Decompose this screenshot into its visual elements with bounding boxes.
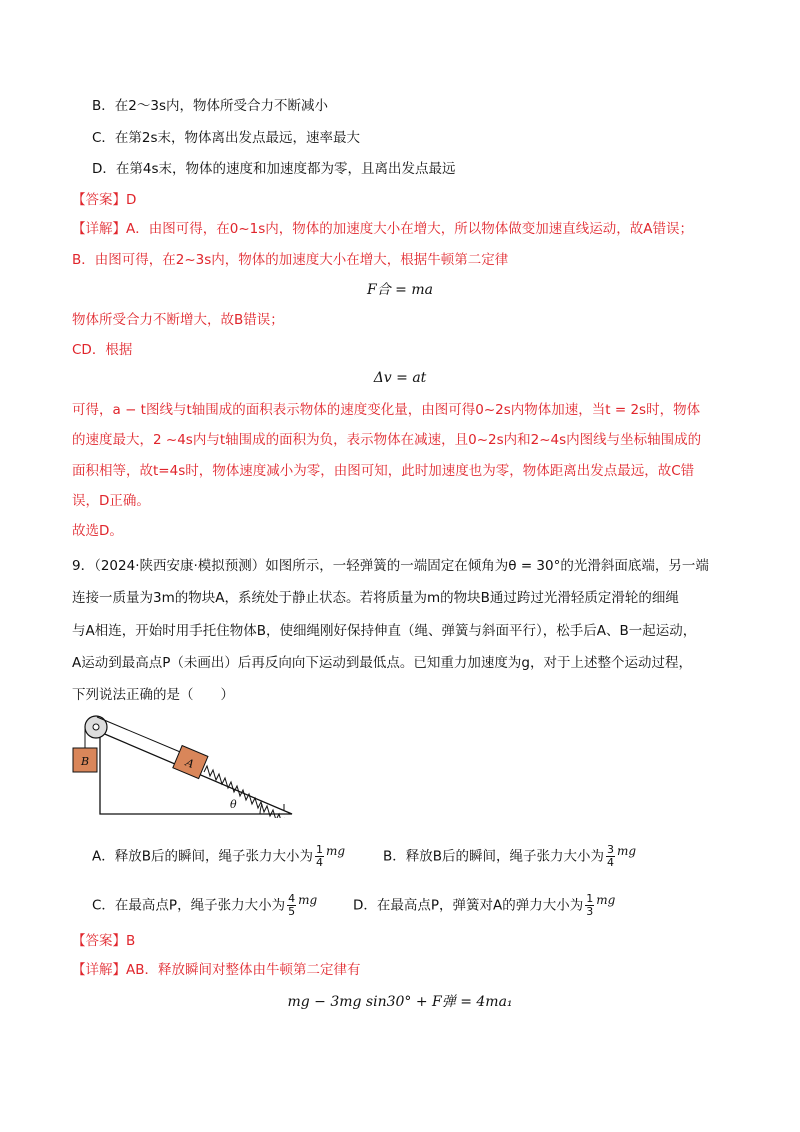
detail-line-2: B．由图可得，在2~3s内，物体的加速度大小在增大，根据牛顿第二定律 xyxy=(72,252,509,268)
angle-arc xyxy=(260,804,262,814)
equation-newton: F合 = ma xyxy=(367,282,433,298)
detail-line-4: CD．根据 xyxy=(72,342,133,358)
option-b: B．释放B后的瞬间，绳子张力大小为 $\frac{3}{4}$ mg xyxy=(383,843,637,869)
answer-9: 【答案】B xyxy=(72,933,136,949)
equation-velocity: Δv = at xyxy=(373,370,427,386)
detail-line-1: 【详解】A．由图可得，在0~1s内，物体的加速度大小在增大，所以物体做变加速直线运动，故A错误； xyxy=(72,221,693,237)
detail-line-8: 误，D正确。 xyxy=(72,493,150,509)
frac-b: $\frac{3}{4}$ xyxy=(607,843,615,869)
option-d-prev: D．在第4s末，物体的速度和加速度都为零，且离出发点最远 xyxy=(92,161,456,177)
question-9-line-2: 连接一质量为3m的物块A，系统处于静止状态。若将质量为m的物块B通过跨过光滑轻质定滑轮的细绳 xyxy=(72,590,679,606)
frac-a: $\frac{1}{4}$ xyxy=(316,843,323,869)
block-a xyxy=(173,746,208,779)
option-c: C．在最高点P，绳子张力大小为 $\frac{4}{5}$ mg xyxy=(92,892,318,918)
detail-9-line-1: 【详解】AB．释放瞬间对整体由牛顿第二定律有 xyxy=(72,962,361,978)
option-d: D．在最高点P，弹簧对A的弹力大小为 $\frac{1}{3}$ mg xyxy=(353,892,616,918)
incline-figure xyxy=(70,708,300,818)
option-a: A．释放B后的瞬间，绳子张力大小为 $\frac{1}{4}$ mg xyxy=(92,843,346,869)
option-c-prev: C．在第2s末，物体离出发点最远，速率最大 xyxy=(92,130,361,146)
block-b xyxy=(73,748,97,772)
question-9-line-4: A运动到最高点P（未画出）后再反向向下运动到最低点。已知重力加速度为g，对于上述整个运动过程， xyxy=(72,655,692,671)
question-9-line-3: 与A相连，开始时用手托住物体B，使细绳刚好保持伸直（绳、弹簧与斜面平行），松手后A、B一起运动， xyxy=(72,623,697,639)
label-b: B xyxy=(80,755,90,768)
answer-prev: 【答案】D xyxy=(72,192,137,208)
label-theta: θ xyxy=(230,798,237,811)
frac-d: $\frac{1}{3}$ xyxy=(586,892,594,918)
question-9-line-1: 9．（2024·陕西安康·模拟预测）如图所示，一轻弹簧的一端固定在倾角为θ = 30°的光滑斜面底端，另一端 xyxy=(72,558,709,574)
question-9-line-5: 下列说法正确的是（ ） xyxy=(72,687,234,703)
label-a: A xyxy=(183,755,196,771)
spring xyxy=(204,766,285,818)
incline-rope xyxy=(97,717,185,754)
detail-line-9: 故选D。 xyxy=(72,523,123,539)
frac-c: $\frac{4}{5}$ xyxy=(288,892,296,918)
detail-line-5: 可得，a − t图线与t轴围成的面积表示物体的速度变化量，由图可得0~2s内物体加速，当t = 2s时，物体 xyxy=(72,402,701,418)
equation-release: mg − 3mg sin30° + F弹 = 4ma₁ xyxy=(287,994,513,1010)
detail-line-7: 面积相等，故t=4s时，物体速度减小为零，由图可知，此时加速度也为零，物体距离出发点最远，故C错 xyxy=(72,463,695,479)
detail-line-6: 的速度最大，2 ~4s内与t轴围成的面积为负，表示物体在减速，且0~2s内和2~4s内图线与坐标轴围成的 xyxy=(72,432,702,448)
detail-line-3: 物体所受合力不断增大，故B错误； xyxy=(72,312,284,328)
option-b-prev: B．在2～3s内，物体所受合力不断减小 xyxy=(92,98,328,114)
